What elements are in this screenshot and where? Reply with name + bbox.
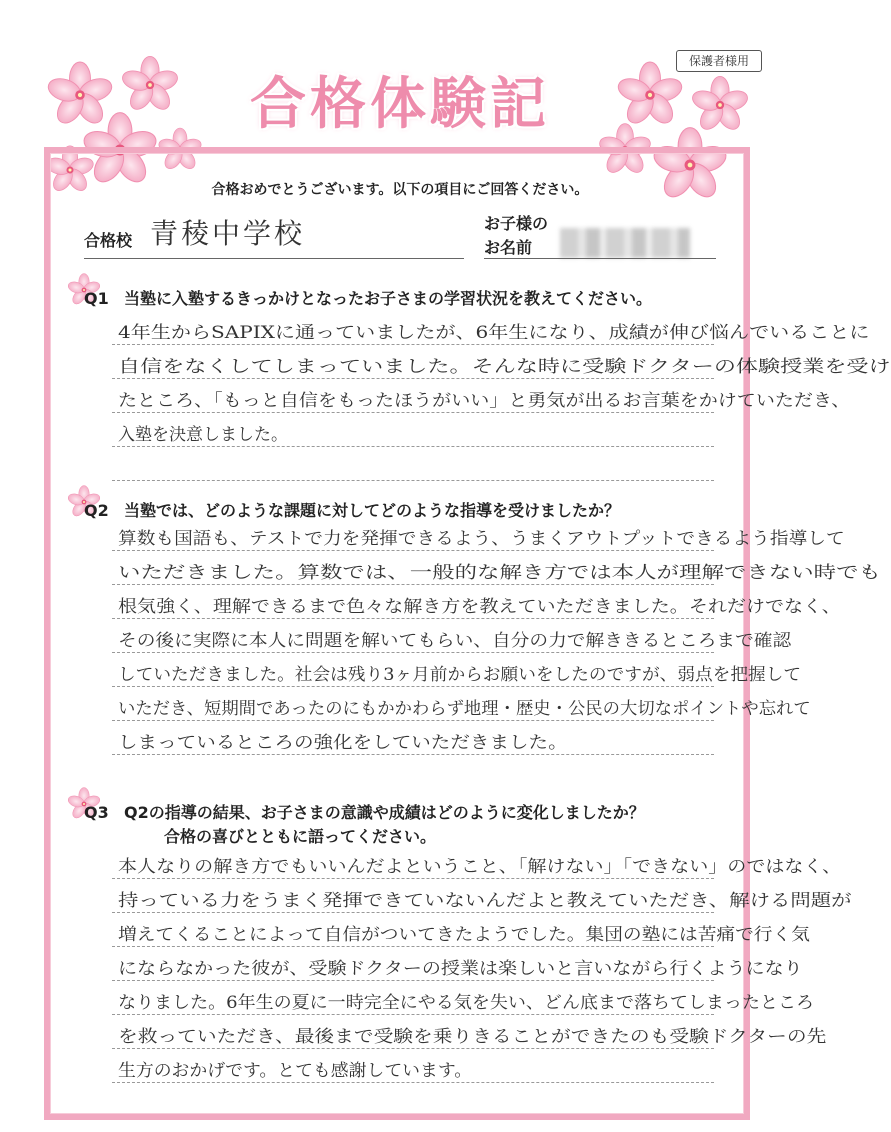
redacted-name: [560, 228, 690, 258]
answer-rule: [112, 1082, 714, 1083]
answer-2-line: していただきました。社会は残り3ヶ月前からお願いをしたのですが、弱点を把握して: [118, 665, 802, 685]
answer-rule: [112, 720, 714, 721]
answer-1-line: たところ、「もっと自信をもったほうがいい」と勇気が出るお言葉をかけていただき、: [118, 391, 851, 411]
answer-3-line: 増えてくることによって自信がついてきたようでした。集団の塾には苦痛で行く気: [118, 925, 810, 945]
answer-rule: [112, 686, 714, 687]
answer-rule: [112, 652, 714, 653]
answer-2-line: 根気強く、理解できるまで色々な解き方を教えていただきました。それだけでなく、: [118, 597, 841, 617]
question-2-text: 当塾では、どのような課題に対してどのような指導を受けましたか？: [124, 501, 621, 520]
answer-rule: [112, 446, 714, 447]
answer-rule: [112, 1048, 714, 1049]
school-underline: [84, 258, 464, 259]
question-3-text-line2: 合格の喜びとともに語ってください。: [164, 827, 437, 846]
question-2: [84, 498, 620, 521]
answer-3-line: 持っている力をうまく発揮できていないんだよと教えていただき、解ける問題が: [118, 891, 852, 911]
answer-3-line: 本人なりの解き方でもいいんだよということ、「解けない」「できない」のではなく、: [118, 857, 842, 877]
answer-2-line: しまっているところの強化をしていただきました。: [118, 733, 568, 753]
question-1-number: Q1: [84, 289, 109, 308]
question-1: [84, 286, 652, 309]
answer-1-line: 自信をなくしてしまっていました。そんな時に受験ドクターの体験授業を受け: [118, 357, 891, 377]
answer-3-line: 生方のおかげです。とても感謝しています。: [118, 1061, 473, 1081]
question-1-text: 当塾に入塾するきっかけとなったお子さまの学習状況を教えてください。: [124, 289, 653, 308]
child-name-label-line1: お子様の: [484, 214, 549, 233]
answer-2-line: その後に実際に本人に問題を解いてもらい、自分の力で解ききるところまで確認: [118, 631, 792, 651]
answer-rule: [112, 618, 714, 619]
answer-2-line: いただきました。算数では、一般的な解き方では本人が理解できない時でも: [118, 563, 881, 583]
answer-rule: [112, 378, 714, 379]
answer-rule: [112, 1014, 714, 1015]
child-name-label-line2: お名前: [484, 238, 533, 257]
guardian-badge: 保護者様用: [676, 50, 762, 72]
answer-rule: [112, 550, 714, 551]
answer-3-line: なりました。6年生の夏に一時完全にやる気を失い、どん底まで落ちてしまったところ: [118, 993, 815, 1013]
answer-rule: [112, 878, 714, 879]
answer-rule: [112, 912, 714, 913]
answer-2-line: 算数も国語も、テストで力を発揮できるよう、うまくアウトプットできるよう指導して: [118, 529, 845, 549]
child-name-label: [484, 212, 548, 260]
answer-2-line: いただき、短期間であったのにもかかわらず地理・歴史・公民の大切なポイントや忘れて: [118, 699, 811, 719]
question-3-number: Q3: [84, 803, 109, 822]
school-label: 合格校: [84, 231, 133, 250]
answer-rule: [112, 412, 714, 413]
question-2-number: Q2: [84, 501, 109, 520]
question-3-text: Q2の指導の結果、お子さまの意識や成績はどのように変化しましたか？: [124, 803, 645, 822]
answer-1-line: 4年生からSAPIXに通っていましたが、6年生になり、成績が伸び悩んでいることに: [118, 323, 870, 343]
answer-3-line: にならなかった彼が、受験ドクターの授業は楽しいと言いながら行くようになり: [118, 959, 803, 979]
question-3: [84, 800, 645, 823]
answer-rule: [112, 980, 714, 981]
answer-rule: [112, 584, 714, 585]
answer-3-line: を救っていただき、最後まで受験を乗りきることができたのも受験ドクターの先: [118, 1027, 827, 1047]
intro-text: 合格おめでとうございます。以下の項目にご回答ください。: [211, 182, 589, 198]
answer-rule: [112, 946, 714, 947]
page-title: 合格体験記: [250, 72, 550, 137]
school-value: 青稜中学校: [150, 217, 306, 250]
child-name-underline: [484, 258, 716, 259]
answer-rule: [112, 344, 714, 345]
answer-1-line: 入塾を決意しました。: [118, 425, 288, 445]
answer-rule: [112, 480, 714, 481]
answer-rule: [112, 754, 714, 755]
